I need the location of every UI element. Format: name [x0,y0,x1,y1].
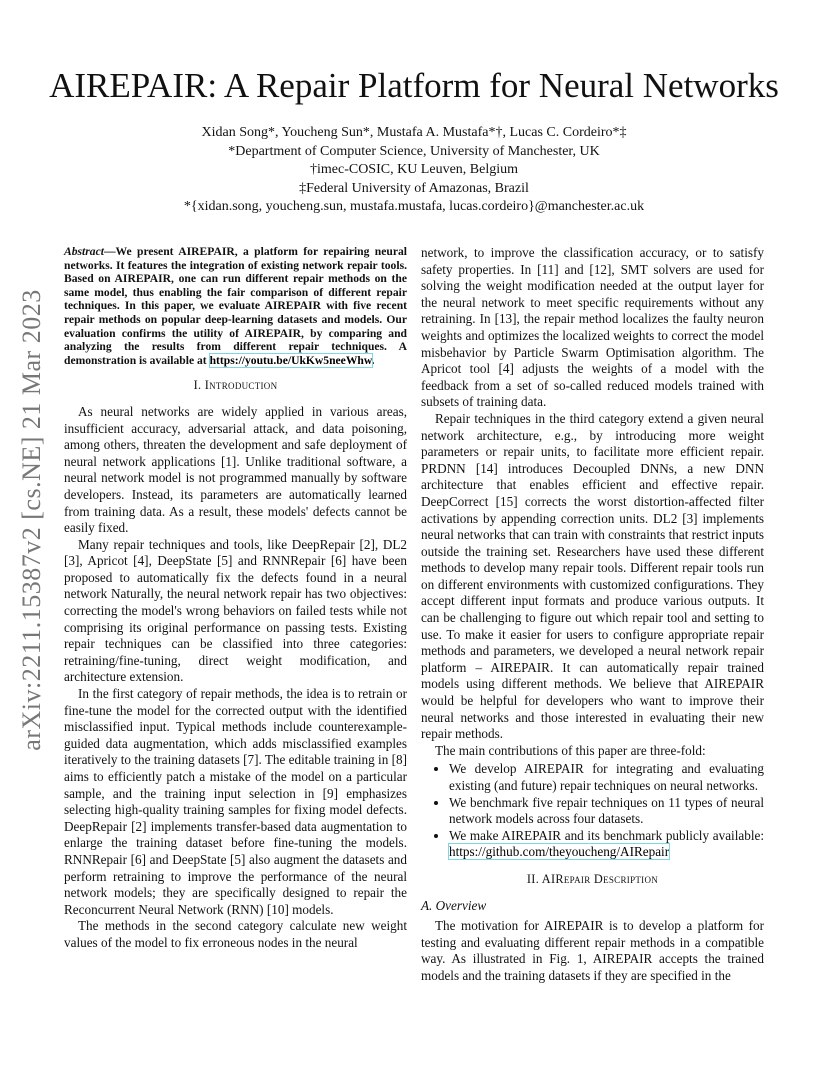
paper-title [0,66,828,106]
title-rest: : A Repair Platform for Neural Networks [207,66,779,105]
right-paragraph-2: Repair techniques in the third category extend a given neural network architecture, e.g., by introducing more weight parameters or repair units, to facilitate more efficient repair. PRDNN [14] introduces Decoupled DNNs, a new DNN architecture that enables efficient and effective repair. DeepCorrect [15] corrects the worst distortion-affected filter activations by appending correction units. DL2 [3] implements neural networks that can train with constraints that restrict inputs outside the training set. Researchers have used these different methods to develop many repair tools. Different repair tools run on different environments with customized configurations. They accept different input formats and produce various outputs. It can be challenging to figure out which repair tool and setting to use. To make it easier for users to configure appropriate repair methods and parameters, we developed a neural network repair platform – AIREPAIR. It can automatically repair trained models using different methods. We believe that AIREPAIR would be helpful for developers who want to improve their neural networks and those interested in evaluating their new repair methods. [421,410,764,742]
subsection-a-heading: A. Overview [421,897,487,913]
contribution-item-1: • We develop AIREPAIR for integrating and evaluating existing (and future) repair techniques on neural networks. [449,761,764,794]
github-link[interactable]: https://github.com/theyoucheng/AIRepair [449,844,670,860]
authors-line: Xidan Song*, Youcheng Sun*, Mustafa A. Mustafa*†, Lucas C. Cordeiro*‡ [201,125,627,140]
abstract: Abstract—We present AIREPAIR, a platform for repairing neural networks. It features the integration of existing network repair tools. Based on AIREPAIR, one can run different repair methods on the same model, thus enabling the fair comparison of different repair techniques. In this paper, we evaluate AIREPAIR with five recent repair methods on popular deep-learning datasets and models. Our evaluation confirms the utility of AIREPAIR, by comparing and analyzing the results from different repair techniques. A demonstration is available at https://youtu.be/UkKw5neeWhw. [64,245,407,367]
section-2-heading: II. AIRepair Description [526,871,659,886]
right-paragraph-1: network, to improve the classification accuracy, or to satisfy safety properties. In [11] and [12], SMT solvers are used for solving the weight modification needed at the output layer for the neural network to meet specific requirements without any retraining. In [13], the repair method localizes the faulty neuron weights and optimizes the localized weights to correct the model misbehavior by Particle Swarm Optimisation algorithm. The Apricot tool [4] adjusts the weights of a model with the feedback from a set of so-called reduced models trained with subsets of training data. [421,245,764,410]
right-column [421,245,764,985]
intro-paragraph-1: As neural networks are widely applied in various areas, insufficient accuracy, adversarial attack, and data poisoning, among others, threaten the development and safe deployment of neural network applications [1]. Unlike traditional software, a neural network model is not programmed manually by software developers. Instead, its parameters are automatically learned from training data. As a result, these models' defects cannot be easily fixed. [64,403,407,536]
title-smallcaps: EPAIR [109,66,208,105]
contribution-3-text: We make AIREPAIR and its benchmark publicly available: [449,827,764,843]
intro-paragraph-2: Many repair techniques and tools, like DeepRepair [2], DL2 [3], Apricot [4], DeepState [5] and RNNRepair [6] have been proposed to automatically fix the defects found in a neural network Naturally, the neural network repair has two objectives: correcting the model's wrong behaviors on failed tests while not comprising its original performance on passing tests. Existing repair techniques can be classified into three categories: retraining/fine-tuning, direct weight modification, and architecture extension. [64,536,407,685]
intro-paragraph-3: In the first category of repair methods, the idea is to retrain or fine-tune the model for the corrected output with the identified misclassified input. Typical methods include counterexample-guided data augmentation, which adds misclassified examples iteratively to the training datasets [7]. The editable training in [8] aims to efficiently patch a mistake of the model on a particular sample, and the training input selection in [9] emphasizes selecting high-quality training samples for fixing model defects. DeepRepair [2] implements transfer-based data augmentation to enlarge the training dataset before fine-tuning the models. RNNRepair [6] and DeepState [5] also augment the datasets and perform retraining to improve the performance of the neural network models; they are specifically designed to repair the Reconcurrent Neural Network (RNN) [10] models. [64,686,407,917]
overview-paragraph-1: The motivation for AIREPAIR is to develop a platform for testing and evaluating different repair methods in a compatible way. As illustrated in Fig. 1, AIREPAIR accepts the trained models and the training datasets if they are specified in the [421,918,764,983]
title-prefix: AIR [49,66,110,105]
section-1-heading: I. Introduction [193,378,278,393]
left-column [64,245,407,952]
contribution-item-2: • We benchmark five repair techniques on 11 types of neural network models across four datasets. [449,795,764,828]
abstract-demo-link[interactable]: https://youtu.be/UkKw5neeWhw [209,353,372,367]
abstract-text: —We present AIREPAIR, a platform for repairing neural networks. It features the integration of existing network repair tools. Based on AIREPAIR, one can run different repair methods on the same model, thus enabling the fair comparison of different repair techniques. In this paper, we evaluate AIREPAIR with five recent repair methods on popular deep-learning datasets and models. Our evaluation confirms the utility of AIREPAIR, by comparing and analyzing the results from different repair techniques. A demonstration is available at [64,245,407,367]
affiliation-1: *Department of Computer Science, University of Manchester, UK [228,143,600,159]
intro-paragraph-4: The methods in the second category calculate new weight values of the model to fix erroneous nodes in the neural [64,918,407,950]
arxiv-sidebar-stamp [12,280,52,760]
affiliation-3: ‡Federal University of Amazonas, Brazil [299,180,529,196]
contribution-item-3 [449,828,764,861]
abstract-lead: Abstract [64,245,104,258]
emails-line: *{xidan.song, youcheng.sun, mustafa.mustafa, lucas.cordeiro}@manchester.ac.uk [183,199,645,214]
author-block [0,124,828,217]
arxiv-identifier: arXiv:2211.15387v2 [cs.NE] 21 Mar 2023 [17,289,46,751]
contributions-list [421,761,764,861]
affiliation-2: †imec-COSIC, KU Leuven, Belgium [309,162,519,177]
contributions-intro: The main contributions of this paper are three-fold: [435,742,706,758]
